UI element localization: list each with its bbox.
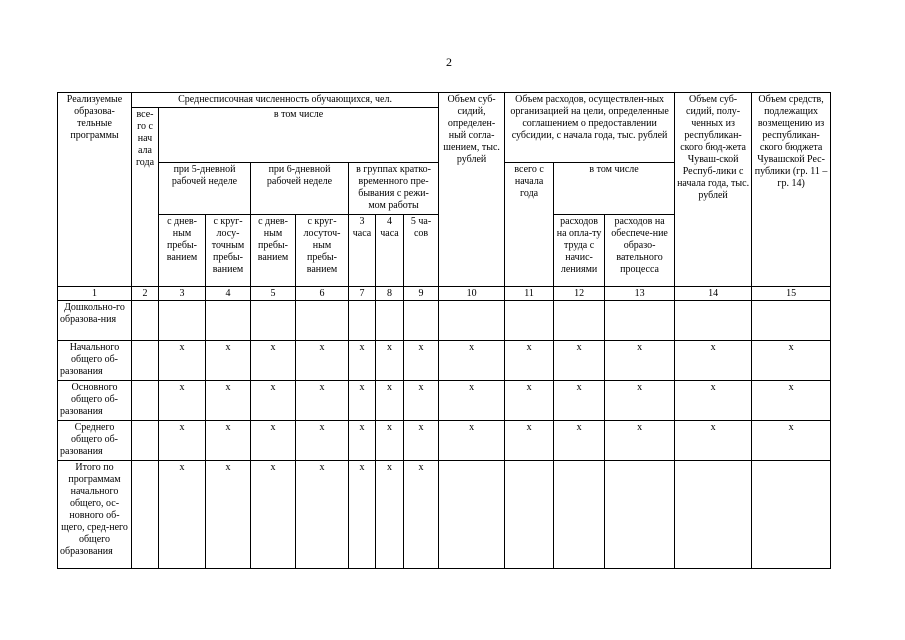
table-row xyxy=(58,421,831,461)
table-cell xyxy=(505,301,554,341)
table-cell xyxy=(605,301,675,341)
table-cell: x xyxy=(251,341,296,381)
table-cell: x xyxy=(206,421,251,461)
row-label: Среднего общего об-разования xyxy=(58,421,132,461)
table-cell: x xyxy=(206,341,251,381)
table-cell: x xyxy=(296,381,349,421)
column-number: 11 xyxy=(505,287,554,301)
table-cell: x xyxy=(505,421,554,461)
header-subsidy-volume: Объем суб-сидий, определен-ный согла-шением, тыс. рублей xyxy=(439,93,505,287)
column-number: 2 xyxy=(132,287,159,301)
table-cell: x xyxy=(505,341,554,381)
table-cell: x xyxy=(206,461,251,569)
table-cell: x xyxy=(376,381,404,421)
header-including: в том числе xyxy=(159,108,439,163)
table-cell: x xyxy=(675,381,752,421)
table-cell: x xyxy=(404,341,439,381)
table-cell: x xyxy=(376,421,404,461)
table-cell: x xyxy=(675,341,752,381)
table-cell xyxy=(296,301,349,341)
table-cell: x xyxy=(251,421,296,461)
table-cell: x xyxy=(439,341,505,381)
header-hours-4: 4 часа xyxy=(376,215,404,287)
table-cell xyxy=(505,461,554,569)
table-cell: x xyxy=(605,381,675,421)
header-round-clock-6: с круг-лосуточ-ным пребы-ванием xyxy=(296,215,349,287)
column-number: 13 xyxy=(605,287,675,301)
table-cell: x xyxy=(376,341,404,381)
table-cell: x xyxy=(439,421,505,461)
header-day-stay-5: с днев-ным пребы-ванием xyxy=(159,215,206,287)
table-cell: x xyxy=(349,341,376,381)
table-cell xyxy=(554,461,605,569)
table-cell xyxy=(132,421,159,461)
column-number: 14 xyxy=(675,287,752,301)
table-cell: x xyxy=(439,381,505,421)
header-six-day: при 6-дневной рабочей неделе xyxy=(251,163,349,215)
column-number: 10 xyxy=(439,287,505,301)
table-cell: x xyxy=(206,381,251,421)
table-cell: x xyxy=(159,381,206,421)
row-label: Основного общего об-разования xyxy=(58,381,132,421)
table-cell xyxy=(132,301,159,341)
table-cell: x xyxy=(349,381,376,421)
table-cell: x xyxy=(752,381,831,421)
table-cell xyxy=(752,301,831,341)
table-cell xyxy=(752,461,831,569)
header-refund: Объем средств, подлежащих возмещению из республикан-ского бюджета Чувашской Рес-публики (гр. 11 – гр. 14) xyxy=(752,93,831,287)
header-expenses-volume: Объем расходов, осуществлен-ных организацией на цели, определенные соглашением о предоставлении субсидии, с начала года, тыс. рублей xyxy=(505,93,675,163)
table-cell: x xyxy=(505,381,554,421)
table-row xyxy=(58,301,831,341)
column-number: 6 xyxy=(296,287,349,301)
table-cell: x xyxy=(349,461,376,569)
page-number: 2 xyxy=(446,55,452,69)
subsidy-report-table xyxy=(57,92,831,569)
table-cell: x xyxy=(675,421,752,461)
table-cell xyxy=(605,461,675,569)
column-number: 15 xyxy=(752,287,831,301)
table-cell xyxy=(132,381,159,421)
header-edu-process: расходов на обеспече-ние образо-вательного процесса xyxy=(605,215,675,287)
column-number: 5 xyxy=(251,287,296,301)
column-number: 1 xyxy=(58,287,132,301)
header-total-from-start: все-го с нач ала года xyxy=(132,108,159,287)
table-cell: x xyxy=(752,421,831,461)
table-cell xyxy=(439,461,505,569)
table-cell xyxy=(132,341,159,381)
table-cell xyxy=(159,301,206,341)
header-expenses-total: всего с начала года xyxy=(505,163,554,287)
table-cell xyxy=(439,301,505,341)
header-labor: расходов на опла-ту труда с начис-лениями xyxy=(554,215,605,287)
table-cell: x xyxy=(376,461,404,569)
table-cell: x xyxy=(605,421,675,461)
table-cell: x xyxy=(159,341,206,381)
column-number: 12 xyxy=(554,287,605,301)
table-cell xyxy=(675,461,752,569)
column-number: 7 xyxy=(349,287,376,301)
header-short-stay: в группах кратко-временного пре-бывания с режи-мом работы xyxy=(349,163,439,215)
table-cell: x xyxy=(296,341,349,381)
table-cell xyxy=(554,301,605,341)
table-cell: x xyxy=(159,421,206,461)
table-cell: x xyxy=(159,461,206,569)
table-cell xyxy=(206,301,251,341)
table-row xyxy=(58,381,831,421)
table-cell xyxy=(349,301,376,341)
table-cell: x xyxy=(349,421,376,461)
table-cell: x xyxy=(404,421,439,461)
row-label: Начального общего об-разования xyxy=(58,341,132,381)
table-cell: x xyxy=(752,341,831,381)
row-label: Дошкольно-го образова-ния xyxy=(58,301,132,341)
table-cell xyxy=(376,301,404,341)
column-number: 4 xyxy=(206,287,251,301)
table-cell: x xyxy=(296,461,349,569)
table-cell: x xyxy=(404,381,439,421)
table-cell: x xyxy=(404,461,439,569)
header-programs: Реализуемые образова-тельные программы xyxy=(58,93,132,287)
table-cell: x xyxy=(251,461,296,569)
row-label: Итого по программам начального общего, ос-новного об-щего, сред-него общего образования xyxy=(58,461,132,569)
header-day-stay-6: с днев-ным пребы-ванием xyxy=(251,215,296,287)
header-hours-3: 3 часа xyxy=(349,215,376,287)
table-cell: x xyxy=(251,381,296,421)
header-hours-5: 5 ча-сов xyxy=(404,215,439,287)
table-row xyxy=(58,461,831,569)
table-cell: x xyxy=(605,341,675,381)
header-subsidies-received: Объем суб-сидий, полу-ченных из республикан-ского бюд-жета Чуваш-ской Респуб-лики с начала года, тыс. рублей xyxy=(675,93,752,287)
header-avg-students: Среднесписочная численность обучающихся, чел. xyxy=(132,93,439,108)
column-number: 9 xyxy=(404,287,439,301)
column-number: 8 xyxy=(376,287,404,301)
table-cell: x xyxy=(554,421,605,461)
table-cell: x xyxy=(554,341,605,381)
header-five-day: при 5-дневной рабочей неделе xyxy=(159,163,251,215)
table-cell xyxy=(404,301,439,341)
table-cell: x xyxy=(296,421,349,461)
table-cell xyxy=(251,301,296,341)
column-number: 3 xyxy=(159,287,206,301)
table-row xyxy=(58,341,831,381)
table-cell: x xyxy=(554,381,605,421)
table-cell xyxy=(675,301,752,341)
header-expenses-including: в том числе xyxy=(554,163,675,215)
table-cell xyxy=(132,461,159,569)
header-round-clock-5: с круг-лосу-точным пребы-ванием xyxy=(206,215,251,287)
